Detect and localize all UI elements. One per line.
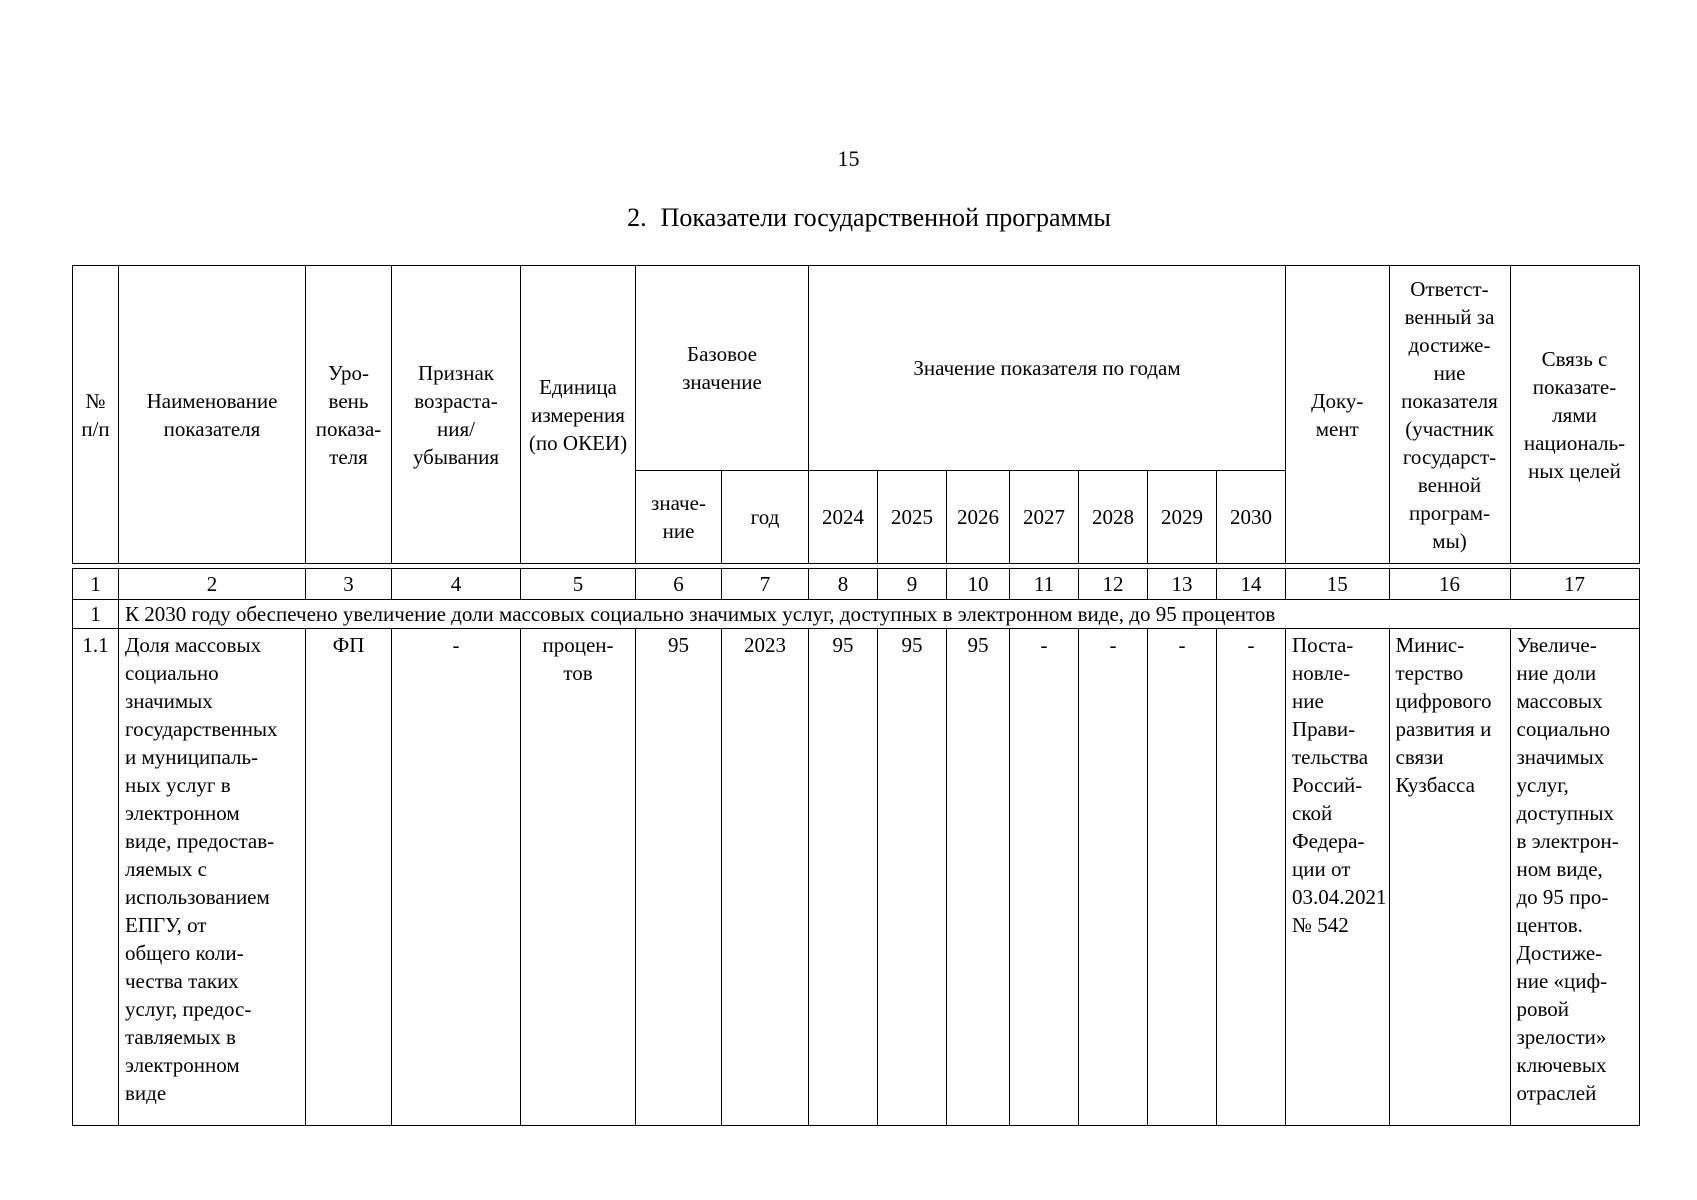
text-line: отраслей [1516, 1081, 1597, 1105]
text-line: Уро- [327, 360, 369, 385]
text-line: показа- [315, 416, 382, 441]
goal-number: 1 [73, 600, 119, 629]
text-line: 03.04.2021 [1292, 885, 1387, 909]
text-line: венный за [1404, 304, 1495, 329]
text-line: Единица [539, 374, 617, 399]
header-document [1286, 266, 1390, 564]
text-line: ции от [1292, 857, 1351, 881]
text-line: (по ОКЕИ) [528, 430, 628, 455]
text-line: показателя [163, 416, 261, 441]
header-years-group: Значение показателя по годам [809, 266, 1286, 471]
text-line: центов. [1516, 913, 1583, 937]
column-number: 2 [119, 569, 306, 600]
indicator-unit [521, 629, 636, 1126]
column-number: 7 [722, 569, 809, 600]
indicator-level: ФП [306, 629, 392, 1126]
text-line: ние [662, 519, 695, 543]
column-number: 16 [1389, 569, 1510, 600]
header-trend [392, 266, 521, 564]
indicators-table [72, 265, 1640, 1126]
column-number: 15 [1286, 569, 1390, 600]
text-line: значение [682, 370, 762, 394]
base-value: 95 [636, 629, 722, 1126]
text-line: социально [1516, 717, 1611, 741]
text-line: использованием [125, 885, 270, 909]
indicator-responsible [1389, 629, 1510, 1126]
header-row-top [73, 266, 1640, 471]
header-base [636, 266, 809, 471]
text-line: Ответст- [1410, 276, 1489, 301]
header-year: 2025 [878, 471, 947, 564]
text-line: и муниципаль- [125, 745, 259, 769]
text-line: значимых [1516, 745, 1605, 769]
text-line: Доля массовых [125, 633, 262, 657]
header-year: 2027 [1010, 471, 1079, 564]
text-line: чества таких [125, 969, 239, 993]
text-line: виде [125, 1081, 167, 1105]
header-unit [521, 266, 636, 564]
text-line: Наименование [146, 388, 278, 413]
year-value: 95 [947, 629, 1010, 1126]
column-number: 9 [878, 569, 947, 600]
indicator-name [119, 629, 306, 1126]
text-line: мы) [1432, 528, 1467, 553]
column-number: 8 [809, 569, 878, 600]
year-value: - [1148, 629, 1217, 1126]
column-number: 14 [1217, 569, 1286, 600]
column-number: 1 [73, 569, 119, 600]
text-line: до 95 про- [1516, 885, 1609, 909]
text-line: (участник [1405, 416, 1494, 441]
column-number: 13 [1148, 569, 1217, 600]
text-line: Россий- [1292, 773, 1363, 797]
text-line: развития и [1395, 717, 1492, 741]
text-line: массовых [1516, 689, 1603, 713]
header-num [73, 266, 119, 564]
header-responsible [1389, 266, 1510, 564]
goal-text: К 2030 году обеспечено увеличение доли массовых социально значимых услуг, доступных в электронном виде, до 95 процентов [119, 600, 1640, 629]
text-line: процен- [542, 633, 614, 657]
text-line: возраста- [414, 388, 498, 413]
text-line: програм- [1409, 500, 1490, 525]
text-line: Поста- [1292, 633, 1354, 657]
indicator-trend: - [392, 629, 521, 1126]
header-year: 2030 [1217, 471, 1286, 564]
indicator-document [1286, 629, 1390, 1126]
text-line: цифрового [1395, 689, 1492, 713]
column-number: 4 [392, 569, 521, 600]
text-line: мент [1315, 416, 1359, 441]
text-line: Прави- [1292, 717, 1356, 741]
text-line: националь- [1523, 430, 1626, 455]
header-link [1510, 266, 1639, 564]
header-level [306, 266, 392, 564]
text-line: новле- [1292, 661, 1351, 685]
column-number: 3 [306, 569, 392, 600]
year-value: - [1217, 629, 1286, 1126]
text-line: Федера- [1292, 829, 1365, 853]
text-line: ской [1292, 801, 1333, 825]
text-line: показателя [1401, 388, 1498, 413]
text-line: электронном [125, 801, 240, 825]
column-number: 6 [636, 569, 722, 600]
text-line: виде, предостав- [125, 829, 275, 853]
text-line: Достиже- [1516, 941, 1603, 965]
text-line: тов [563, 661, 593, 685]
page-title [0, 203, 1697, 233]
header-year: 2024 [809, 471, 878, 564]
indicator-row [73, 629, 1640, 1126]
text-line: общего коли- [125, 941, 244, 965]
header-base-value [636, 471, 722, 564]
column-number: 12 [1079, 569, 1148, 600]
row-number: 1.1 [73, 629, 119, 1126]
text-line: государст- [1402, 444, 1497, 469]
header-name [119, 266, 306, 564]
column-number: 10 [947, 569, 1010, 600]
text-line: значе- [651, 491, 706, 515]
header-year: 2028 [1079, 471, 1148, 564]
text-line: терство [1395, 661, 1464, 685]
text-line: Базовое [687, 342, 757, 366]
text-line: ние «циф- [1516, 969, 1608, 993]
year-value: - [1079, 629, 1148, 1126]
text-line: тельства [1292, 745, 1369, 769]
header-year: 2029 [1148, 471, 1217, 564]
text-line: связи [1395, 745, 1444, 769]
text-line: электронном [125, 1053, 240, 1077]
text-line: ние [1292, 689, 1324, 713]
page-number: 15 [837, 146, 860, 171]
goal-row [73, 600, 1640, 629]
title-text: Показатели государственной программы [660, 203, 1111, 232]
text-line: № 542 [1292, 913, 1349, 937]
text-line: венной [1417, 472, 1482, 497]
text-line: значимых [125, 689, 213, 713]
text-line: тавляемых в [125, 1025, 236, 1049]
text-line: лями [1552, 402, 1597, 427]
indicator-link [1510, 629, 1639, 1126]
text-line: ние доли [1516, 661, 1597, 685]
text-line: ровой [1516, 997, 1570, 1021]
text-line: ключевых [1516, 1053, 1607, 1077]
column-number: 5 [521, 569, 636, 600]
year-value: 95 [809, 629, 878, 1126]
text-line: ние [1433, 360, 1466, 385]
year-value: 95 [878, 629, 947, 1126]
column-numbers-row [73, 569, 1640, 600]
text-line: ляемых с [125, 857, 207, 881]
text-line: Признак [418, 360, 494, 385]
text-line: п/п [81, 416, 110, 441]
text-line: № [85, 388, 106, 413]
text-line: Доку- [1311, 388, 1364, 413]
text-line: ных услуг в [125, 773, 231, 797]
header-base-year: год [722, 471, 809, 564]
text-line: в электрон- [1516, 829, 1619, 853]
text-line: ном виде, [1516, 857, 1603, 881]
text-line: вень [328, 388, 369, 413]
text-line: Кузбасса [1395, 773, 1475, 797]
text-line: теля [329, 444, 368, 469]
text-line: измерения [531, 402, 625, 427]
text-line: социально [125, 661, 219, 685]
text-line: ния/ [437, 416, 475, 441]
text-line: Связь с [1541, 346, 1608, 371]
text-line: достиже- [1408, 332, 1491, 357]
text-line: показате- [1532, 374, 1617, 399]
year-value: - [1010, 629, 1079, 1126]
header-year: 2026 [947, 471, 1010, 564]
text-line: Увеличе- [1516, 633, 1597, 657]
text-line: ЕПГУ, от [125, 913, 207, 937]
title-number: 2. [627, 203, 647, 232]
text-line: зрелости» [1516, 1025, 1607, 1049]
text-line: Минис- [1395, 633, 1465, 657]
text-line: убывания [412, 444, 500, 469]
text-line: государственных [125, 717, 278, 741]
text-line: ных целей [1528, 458, 1621, 483]
column-number: 17 [1510, 569, 1639, 600]
text-line: доступных [1516, 801, 1615, 825]
text-line: услуг, предос- [125, 997, 252, 1021]
base-year: 2023 [722, 629, 809, 1126]
text-line: услуг, [1516, 773, 1569, 797]
column-number: 11 [1010, 569, 1079, 600]
